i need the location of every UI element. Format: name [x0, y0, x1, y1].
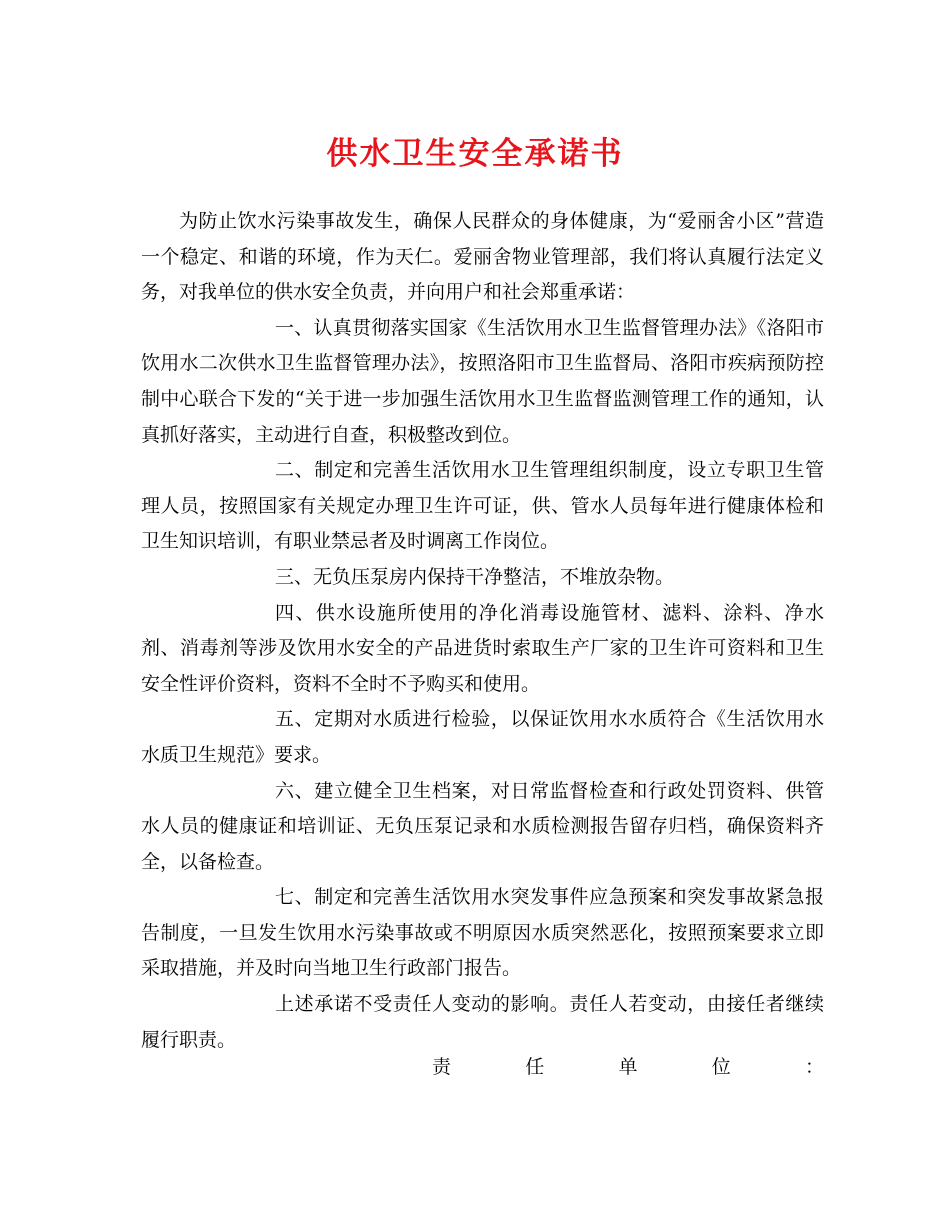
commitment-item-3: 三、无负压泵房内保持干净整洁，不堆放杂物。	[275, 565, 675, 588]
signature-char: 责	[432, 1056, 452, 1078]
document-body	[141, 204, 824, 1058]
signature-char: 位	[711, 1056, 731, 1078]
commitment-item-4: 四、供水设施所使用的净化消毒设施管材、滤料、涂料、净水剂、消毒剂等涉及饮用水安全的产品进货时索取生产厂家的卫生许可资料和卫生安全性评价资料，资料不全时不予购买和使用。	[141, 601, 824, 695]
signature-colon: ：	[804, 1056, 824, 1078]
responsible-unit-signature	[432, 1052, 824, 1082]
commitment-item-2: 二、制定和完善生活饮用水卫生管理组织制度，设立专职卫生管理人员，按照国家有关规定办理卫生许可证，供、管水人员每年进行健康体检和卫生知识培训，有职业禁忌者及时调离工作岗位。	[141, 459, 824, 553]
signature-char: 任	[525, 1056, 545, 1078]
closing-paragraph: 上述承诺不受责任人变动的影响。责任人若变动，由接任者继续履行职责。	[141, 993, 824, 1051]
commitment-item-1: 一、认真贯彻落实国家《生活饮用水卫生监督管理办法》《洛阳市饮用水二次供水卫生监督管理办法》，按照洛阳市卫生监督局、洛阳市疾病预防控制中心联合下发的“关于进一步加强生活饮用水卫生监督监测管理工作的通知，认真抓好落实，主动进行自查，积极整改到位。	[141, 316, 824, 446]
commitment-item-5: 五、定期对水质进行检验，以保证饮用水水质符合《生活饮用水水质卫生规范》要求。	[141, 708, 824, 766]
signature-char: 单	[618, 1056, 638, 1078]
commitment-item-7: 七、制定和完善生活饮用水突发事件应急预案和突发事故紧急报告制度，一旦发生饮用水污染事故或不明原因水质突然恶化，按照预案要求立即采取措施，并及时向当地卫生行政部门报告。	[141, 886, 824, 980]
commitment-item-6: 六、建立健全卫生档案，对日常监督检查和行政处罚资料、供管水人员的健康证和培训证、无负压泵记录和水质检测报告留存归档，确保资料齐全，以备检查。	[141, 779, 824, 873]
intro-paragraph: 为防止饮水污染事故发生，确保人民群众的身体健康，为“爱丽舍小区”营造一个稳定、和谐的环境，作为天仁。爱丽舍物业管理部，我们将认真履行法定义务，对我单位的供水安全负责，并向用户和社会郑重承诺：	[141, 210, 824, 304]
document-title: 供水卫生安全承诺书	[326, 136, 624, 172]
